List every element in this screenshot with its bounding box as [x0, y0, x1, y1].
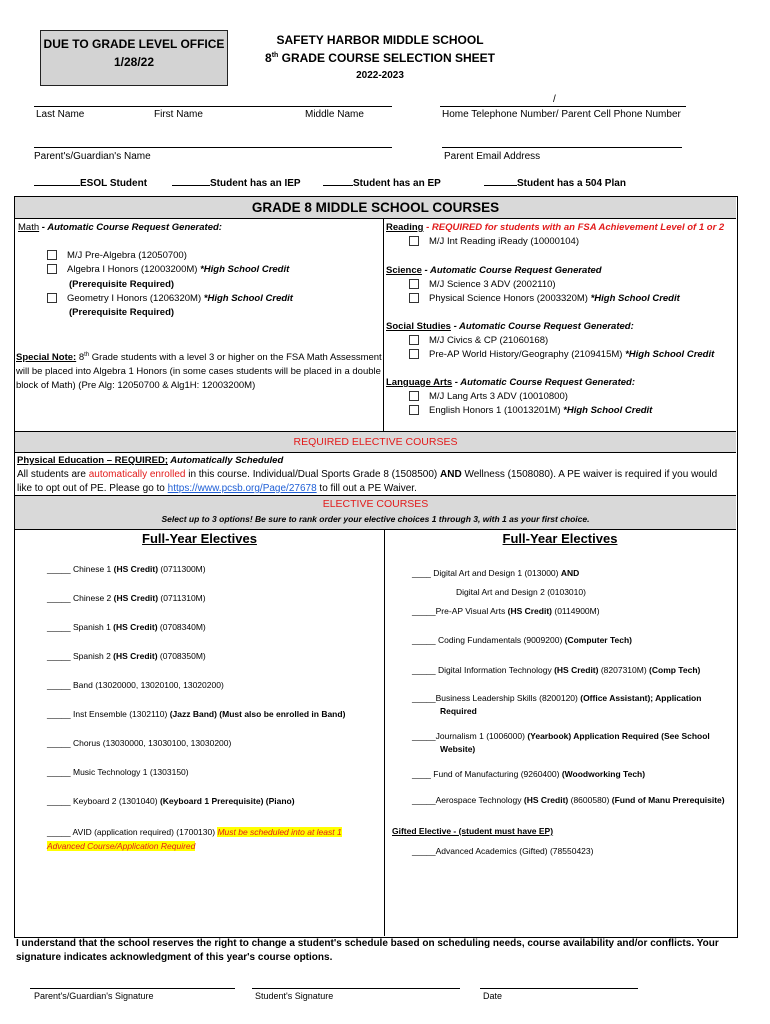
avid-requirement-1: Must be scheduled into at least 1 — [217, 827, 342, 837]
name-line[interactable] — [34, 106, 392, 107]
elective-inst-ensemble[interactable] — [47, 709, 345, 719]
elective-avid[interactable] — [47, 825, 342, 853]
student-signature-label: Student's Signature — [255, 991, 334, 1001]
last-name-label: Last Name — [36, 109, 85, 120]
elective-bls[interactable] — [412, 693, 701, 703]
elective-credit: (Computer Tech) — [564, 635, 633, 645]
checkbox[interactable] — [409, 279, 419, 289]
elective-name: Keyboard 2 (1301040) — [73, 796, 160, 806]
science-label: Science — [386, 265, 422, 276]
elective-bls-line2: Required — [440, 706, 477, 716]
reading-heading — [386, 222, 724, 233]
reading-item-0[interactable] — [409, 236, 579, 247]
rank-blank[interactable]: _____ — [47, 827, 73, 837]
middle-name-label: Middle Name — [305, 109, 364, 120]
guardian-label: Parent's/Guardian's Name — [34, 151, 151, 162]
elective-name: Digital Art and Design 1 (013000) — [433, 568, 561, 578]
math-special-note — [16, 348, 384, 393]
sheet-title — [230, 51, 530, 65]
elective-credit: (Keyboard 1 Prerequisite) (Piano) — [159, 796, 295, 806]
science-heading — [386, 265, 602, 276]
checkbox[interactable] — [409, 236, 419, 246]
iep-field[interactable] — [172, 178, 301, 189]
elective-spanish-2[interactable] — [47, 651, 206, 661]
pe-and: AND — [440, 469, 462, 480]
lang-heading — [386, 377, 635, 388]
elective-name: Aerospace Technology — [435, 795, 524, 805]
social-desc: - Automatic Course Request Generated: — [450, 321, 634, 332]
left-electives-title: Full-Year Electives — [142, 531, 257, 546]
reading-desc: - REQUIRED for students with an FSA Achievement Level of 1 or 2 — [423, 222, 725, 233]
elective-credit: (HS Credit) — [113, 593, 159, 603]
social-item-1[interactable] — [409, 349, 714, 360]
elective-name: Pre-AP Visual Arts — [435, 606, 508, 616]
lang-label: Language Arts — [386, 377, 453, 388]
rank-blank[interactable]: _____ — [47, 796, 73, 806]
elective-gifted[interactable] — [412, 846, 593, 856]
gifted-elective-label: Gifted Elective - (student must have EP) — [392, 826, 554, 836]
lang-item-1-credit: *High School Credit — [563, 405, 653, 416]
checkbox[interactable] — [47, 293, 57, 303]
special-note-text: Grade students with a level 3 or higher on the FSA Math Assessment will be placed into Algebra 1 Honors (in some cases students will be placed in a double block of Math) (Pre Alg: 12050700 & Alg1H: 12003200M) — [16, 352, 382, 392]
rank-blank[interactable]: _____ — [47, 593, 73, 603]
first-name-label: First Name — [154, 109, 203, 120]
core-divider — [383, 219, 384, 431]
math-item-0[interactable] — [47, 250, 187, 261]
pe-label-italic: Automatically Scheduled — [167, 455, 284, 466]
esol-field[interactable] — [34, 178, 147, 189]
reading-item-0-text: M/J Int Reading iReady (10000104) — [429, 236, 579, 247]
lang-item-0-text: M/J Lang Arts 3 ADV (10010800) — [429, 391, 568, 402]
math-item-1-text: Algebra I Honors (12003200M) — [67, 264, 201, 275]
rank-blank[interactable]: _____ — [412, 635, 438, 645]
pe-auto-enrolled: automatically enrolled — [88, 469, 186, 480]
elective-name: Chorus (13030000, 13030100, 13030200) — [73, 738, 232, 748]
school-name: SAFETY HARBOR MIDDLE SCHOOL — [276, 33, 484, 47]
science-item-0-text: M/J Science 3 ADV (2002110) — [429, 279, 556, 290]
elective-code: (8600580) — [568, 795, 612, 805]
elective-instructions: Select up to 3 options! Be sure to rank order your elective choices 1 through 3, with 1 as your first choice. — [15, 512, 736, 530]
science-item-1-text: Physical Science Honors (2003320M) — [429, 293, 591, 304]
plan504-field[interactable] — [484, 178, 626, 189]
checkbox[interactable] — [47, 250, 57, 260]
rank-blank[interactable]: _____ — [47, 680, 73, 690]
elective-track: (Fund of Manu Prerequisite) — [611, 795, 725, 805]
elective-code: (0114900M) — [552, 606, 600, 616]
rank-blank[interactable]: _____ — [47, 738, 73, 748]
sheet-title-sup: th — [271, 52, 279, 59]
guardian-signature-label: Parent's/Guardian's Signature — [34, 991, 154, 1001]
social-item-1-credit: *High School Credit — [625, 349, 715, 360]
ep-label: Student has an EP — [353, 178, 441, 189]
lang-item-1-text: English Honors 1 (10013201M) — [429, 405, 564, 416]
special-note-label: Special Note: — [16, 352, 77, 364]
elective-chinese-1[interactable] — [47, 564, 206, 574]
elective-spanish-1[interactable] — [47, 622, 206, 632]
elective-code: (0711310M) — [158, 593, 206, 603]
elective-chorus[interactable] — [47, 738, 231, 748]
elective-digital-art-2: Digital Art and Design 2 (0103010) — [456, 587, 586, 597]
rank-blank[interactable]: _____ — [412, 731, 436, 741]
elective-journalism-line2: Website) — [440, 744, 476, 754]
checkbox[interactable] — [409, 405, 419, 415]
phone-label: Home Telephone Number/ Parent Cell Phone Number — [442, 109, 681, 120]
esol-label: ESOL Student — [80, 178, 148, 189]
reading-label: Reading — [386, 222, 424, 233]
elective-code: (0708340M) — [157, 622, 206, 632]
elective-chinese-2[interactable] — [47, 593, 206, 603]
elective-keyboard-2[interactable] — [47, 796, 295, 806]
elective-track: (Comp Tech) — [649, 665, 701, 675]
guardian-line[interactable] — [34, 147, 392, 148]
math-item-2-text: Geometry I Honors (1206320M) — [67, 293, 204, 304]
elective-credit: (Yearbook) Application Required (See School — [527, 731, 710, 741]
pe-heading — [17, 455, 283, 466]
elective-name: Business Leadership Skills (8200120) — [435, 693, 581, 703]
social-label: Social Studies — [386, 321, 451, 332]
avid-requirement-2: Advanced Course/Application Required — [47, 841, 196, 851]
elective-name: Advanced Academics (Gifted) (78550423) — [435, 846, 594, 856]
due-box — [40, 30, 228, 86]
pe-text-4: to fill out a PE Waiver. — [316, 483, 417, 494]
elective-name: Band (13020000, 13020100, 13020200) — [73, 680, 224, 690]
elective-credit: (Office Assistant); Application — [580, 693, 702, 703]
elective-credit: (HS Credit) — [554, 665, 599, 675]
pe-text-2: in this course. Individual/Dual Sports Grade 8 (1508500) — [185, 469, 441, 480]
required-electives-title: REQUIRED ELECTIVE COURSES — [15, 431, 736, 453]
math-item-1-prereq: (Prerequisite Required) — [69, 279, 175, 290]
lang-desc: - Automatic Course Request Generated: — [452, 377, 635, 388]
pe-waiver-link[interactable]: https://www.pcsb.org/Page/27678 — [167, 483, 317, 494]
date-label: Date — [483, 991, 503, 1001]
rank-blank[interactable]: _____ — [47, 622, 73, 632]
special-note-pre: 8 — [76, 352, 85, 364]
elective-name: Coding Fundamentals (9009200) — [438, 635, 565, 645]
right-electives-title: Full-Year Electives — [502, 531, 618, 546]
math-label: Math — [18, 222, 40, 233]
rank-blank[interactable]: _____ — [412, 795, 436, 805]
checkbox[interactable] — [409, 391, 419, 401]
special-note-sup: th — [84, 352, 90, 358]
elective-divider — [384, 530, 385, 936]
elective-name: Chinese 1 — [73, 564, 114, 574]
math-item-0-text: M/J Pre-Algebra (12050700) — [67, 250, 187, 261]
math-item-2-prereq: (Prerequisite Required) — [69, 307, 175, 318]
elective-coding[interactable] — [412, 635, 632, 645]
social-item-1-text: Pre-AP World History/Geography (2109415M) — [429, 349, 626, 360]
elective-name: Inst Ensemble (1302110) — [73, 709, 170, 719]
phone-line[interactable] — [440, 106, 686, 107]
elective-credit: (HS Credit) — [523, 795, 569, 805]
iep-label: Student has an IEP — [210, 178, 301, 189]
math-item-1[interactable] — [47, 264, 289, 275]
science-item-1[interactable] — [409, 293, 680, 304]
checkbox[interactable] — [409, 293, 419, 303]
pe-text-3: Wellness (1508080). A PE waiver is required if you would like to opt out of PE. Please go to — [17, 469, 718, 494]
elective-music-tech[interactable] — [47, 767, 189, 777]
elective-name: AVID (application required) (1700130) — [72, 827, 218, 837]
checkbox[interactable] — [47, 264, 57, 274]
elective-name: Digital Information Technology — [438, 665, 555, 675]
elective-aerospace[interactable] — [412, 795, 725, 805]
elective-preap-art[interactable] — [412, 606, 600, 616]
pe-text — [17, 468, 732, 496]
elective-digital-art[interactable] — [412, 568, 579, 578]
elective-name: Spanish 1 — [73, 622, 114, 632]
elective-credit: (HS Credit) — [113, 564, 159, 574]
due-box-line1: DUE TO GRADE LEVEL OFFICE — [43, 37, 225, 51]
elective-name: Fund of Manufacturing (9260400) — [433, 769, 562, 779]
email-line[interactable] — [442, 147, 682, 148]
elective-name: Music Technology 1 (1303150) — [73, 767, 189, 777]
math-item-2-credit: *High School Credit — [203, 293, 293, 304]
student-signature-line[interactable] — [252, 988, 460, 989]
guardian-signature-line[interactable] — [30, 988, 235, 989]
social-heading — [386, 321, 634, 332]
elective-courses-title: ELECTIVE COURSES — [15, 495, 736, 513]
rank-blank[interactable]: _____ — [412, 846, 436, 856]
phone-slash: / — [553, 94, 556, 105]
elective-dit[interactable] — [412, 665, 700, 675]
social-item-0[interactable] — [409, 335, 548, 346]
rank-blank[interactable]: _____ — [412, 665, 438, 675]
checkbox[interactable] — [409, 349, 419, 359]
rank-blank[interactable]: ____ — [412, 769, 434, 779]
elective-credit: (HS Credit) — [113, 651, 158, 661]
pe-label: Physical Education – REQUIRED; — [17, 455, 168, 466]
science-desc: - Automatic Course Request Generated — [421, 265, 602, 276]
rank-blank[interactable]: _____ — [47, 767, 73, 777]
elective-name: Chinese 2 — [73, 593, 114, 603]
grade8-title: GRADE 8 MIDDLE SCHOOL COURSES — [15, 197, 736, 219]
rank-blank[interactable]: _____ — [412, 606, 436, 616]
sheet-title-grade: 8 — [265, 51, 272, 65]
rank-blank[interactable]: ____ — [412, 568, 434, 578]
sheet-title-rest: GRADE COURSE SELECTION SHEET — [281, 51, 495, 65]
lang-item-0[interactable] — [409, 391, 568, 402]
elective-credit: (HS Credit) — [507, 606, 552, 616]
elective-manufacturing[interactable] — [412, 769, 645, 779]
rank-blank[interactable]: _____ — [412, 693, 436, 703]
math-item-1-credit: *High School Credit — [200, 264, 290, 275]
social-item-0-text: M/J Civics & CP (21060168) — [429, 335, 549, 346]
email-label: Parent Email Address — [444, 151, 541, 162]
elective-and: AND — [560, 568, 580, 578]
science-item-1-credit: *High School Credit — [590, 293, 680, 304]
rank-blank[interactable]: _____ — [47, 651, 73, 661]
math-heading — [18, 222, 222, 233]
math-item-2[interactable] — [47, 293, 293, 304]
pe-text-1: All students are — [17, 469, 89, 480]
rank-blank[interactable]: _____ — [47, 709, 73, 719]
elective-credit: (Woodworking Tech) — [561, 769, 646, 779]
science-item-0[interactable] — [409, 279, 556, 290]
math-desc: - Automatic Course Request Generated: — [39, 222, 222, 233]
elective-credit: (Jazz Band) (Must also be enrolled in Band) — [169, 709, 346, 719]
elective-credit: (HS Credit) — [113, 622, 158, 632]
elective-name: Spanish 2 — [73, 651, 114, 661]
plan504-label: Student has a 504 Plan — [517, 178, 626, 189]
elective-journalism[interactable] — [412, 731, 710, 741]
due-box-date: 1/28/22 — [113, 55, 155, 69]
school-year: 2022-2023 — [356, 70, 404, 81]
elective-code: (0708350M) — [157, 651, 206, 661]
date-line[interactable] — [480, 988, 638, 989]
ep-field[interactable] — [323, 178, 441, 189]
agreement-text: I understand that the school reserves the right to change a student's schedule based on scheduling needs, course availability and/or conflicts. Your signature indicates acknowledgment of this year's course options. — [16, 938, 719, 963]
rank-blank[interactable]: _____ — [47, 564, 73, 574]
elective-name: Journalism 1 (1006000) — [435, 731, 528, 741]
elective-code: (0711300M) — [158, 564, 206, 574]
lang-item-1[interactable] — [409, 405, 652, 416]
elective-band[interactable] — [47, 680, 224, 690]
elective-code: (8207310M) — [598, 665, 650, 675]
checkbox[interactable] — [409, 335, 419, 345]
